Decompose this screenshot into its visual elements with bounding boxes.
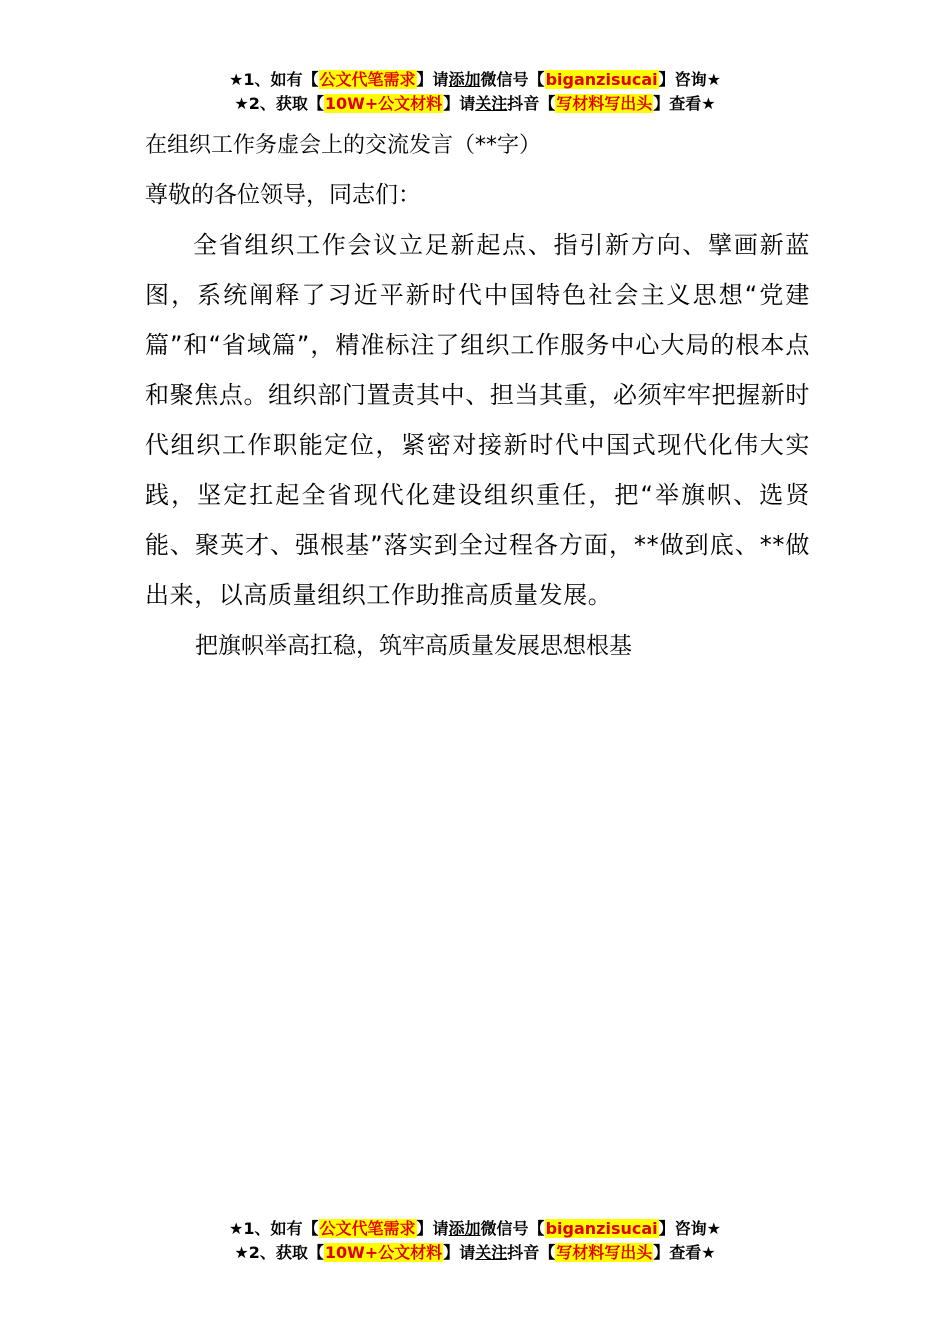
banner-text: 】查看★ bbox=[653, 94, 716, 113]
document-title: 在组织工作务虚会上的交流发言（**字） bbox=[145, 133, 542, 158]
banner-underlined-text: 关注 bbox=[475, 1243, 508, 1262]
banner-highlight: 公文代笔需求 bbox=[319, 70, 416, 89]
banner-highlight: 公文代笔需求 bbox=[319, 1219, 416, 1238]
banner-text: 】查看★ bbox=[653, 1243, 716, 1262]
banner-highlight: 写材料写出头 bbox=[556, 94, 653, 113]
banner-text: 】咨询★ bbox=[658, 1219, 721, 1238]
section-heading: 把旗帜举高扛稳，筑牢高质量发展思想根基 bbox=[195, 633, 632, 659]
banner-line-2 bbox=[0, 1241, 950, 1265]
banner-text: ★2、获取【 bbox=[234, 1243, 324, 1262]
banner-highlight: biganzisucai bbox=[545, 1219, 658, 1238]
banner-line-1 bbox=[0, 1217, 950, 1241]
paragraph: 全省组织工作会议立足新起点、指引新方向、擘画新蓝图，系统阐释了习近平新时代中国特色社会主义思想“党建篇”和“省域篇”，精准标注了组织工作服务中心大局的根本点和聚焦点。组织部门置责其中、担当其重，必须牢牢把握新时代组织工作职能定位，紧密对接新时代中国式现代化伟大实践，坚定扛起全省现代化建设组织重任，把“举旗帜、选贤能、聚英才、强根基”落实到全过程各方面，**做到底、**做出来，以高质量组织工作助推高质量发展。 bbox=[145, 231, 810, 609]
banner-underlined-text: 关注 bbox=[475, 94, 508, 113]
banner-line-1 bbox=[0, 68, 950, 92]
banner-text: 抖音【 bbox=[507, 94, 556, 113]
banner-text: ★2、获取【 bbox=[234, 94, 324, 113]
banner-text: 微信号【 bbox=[480, 1219, 545, 1238]
greeting: 尊敬的各位领导，同志们： bbox=[145, 182, 421, 208]
banner-text: 】请 bbox=[416, 1219, 449, 1238]
banner-text: 】请 bbox=[416, 70, 449, 89]
banner-text: ★1、如有【 bbox=[229, 1219, 319, 1238]
banner-underlined-text: 添加 bbox=[448, 1219, 481, 1238]
banner-line-2 bbox=[0, 92, 950, 116]
banner-highlight: biganzisucai bbox=[545, 70, 658, 89]
banner-underlined-text: 添加 bbox=[448, 70, 481, 89]
banner-text: 】请 bbox=[443, 1243, 476, 1262]
bottom-banner bbox=[0, 1217, 950, 1265]
banner-highlight: 10W+公文材料 bbox=[324, 1243, 443, 1262]
banner-text: 微信号【 bbox=[480, 70, 545, 89]
banner-highlight: 10W+公文材料 bbox=[324, 94, 443, 113]
document-body bbox=[145, 122, 810, 672]
banner-text: 抖音【 bbox=[507, 1243, 556, 1262]
banner-text: ★1、如有【 bbox=[229, 70, 319, 89]
banner-text: 】咨询★ bbox=[658, 70, 721, 89]
banner-highlight: 写材料写出头 bbox=[556, 1243, 653, 1262]
top-banner bbox=[0, 68, 950, 116]
banner-text: 】请 bbox=[443, 94, 476, 113]
